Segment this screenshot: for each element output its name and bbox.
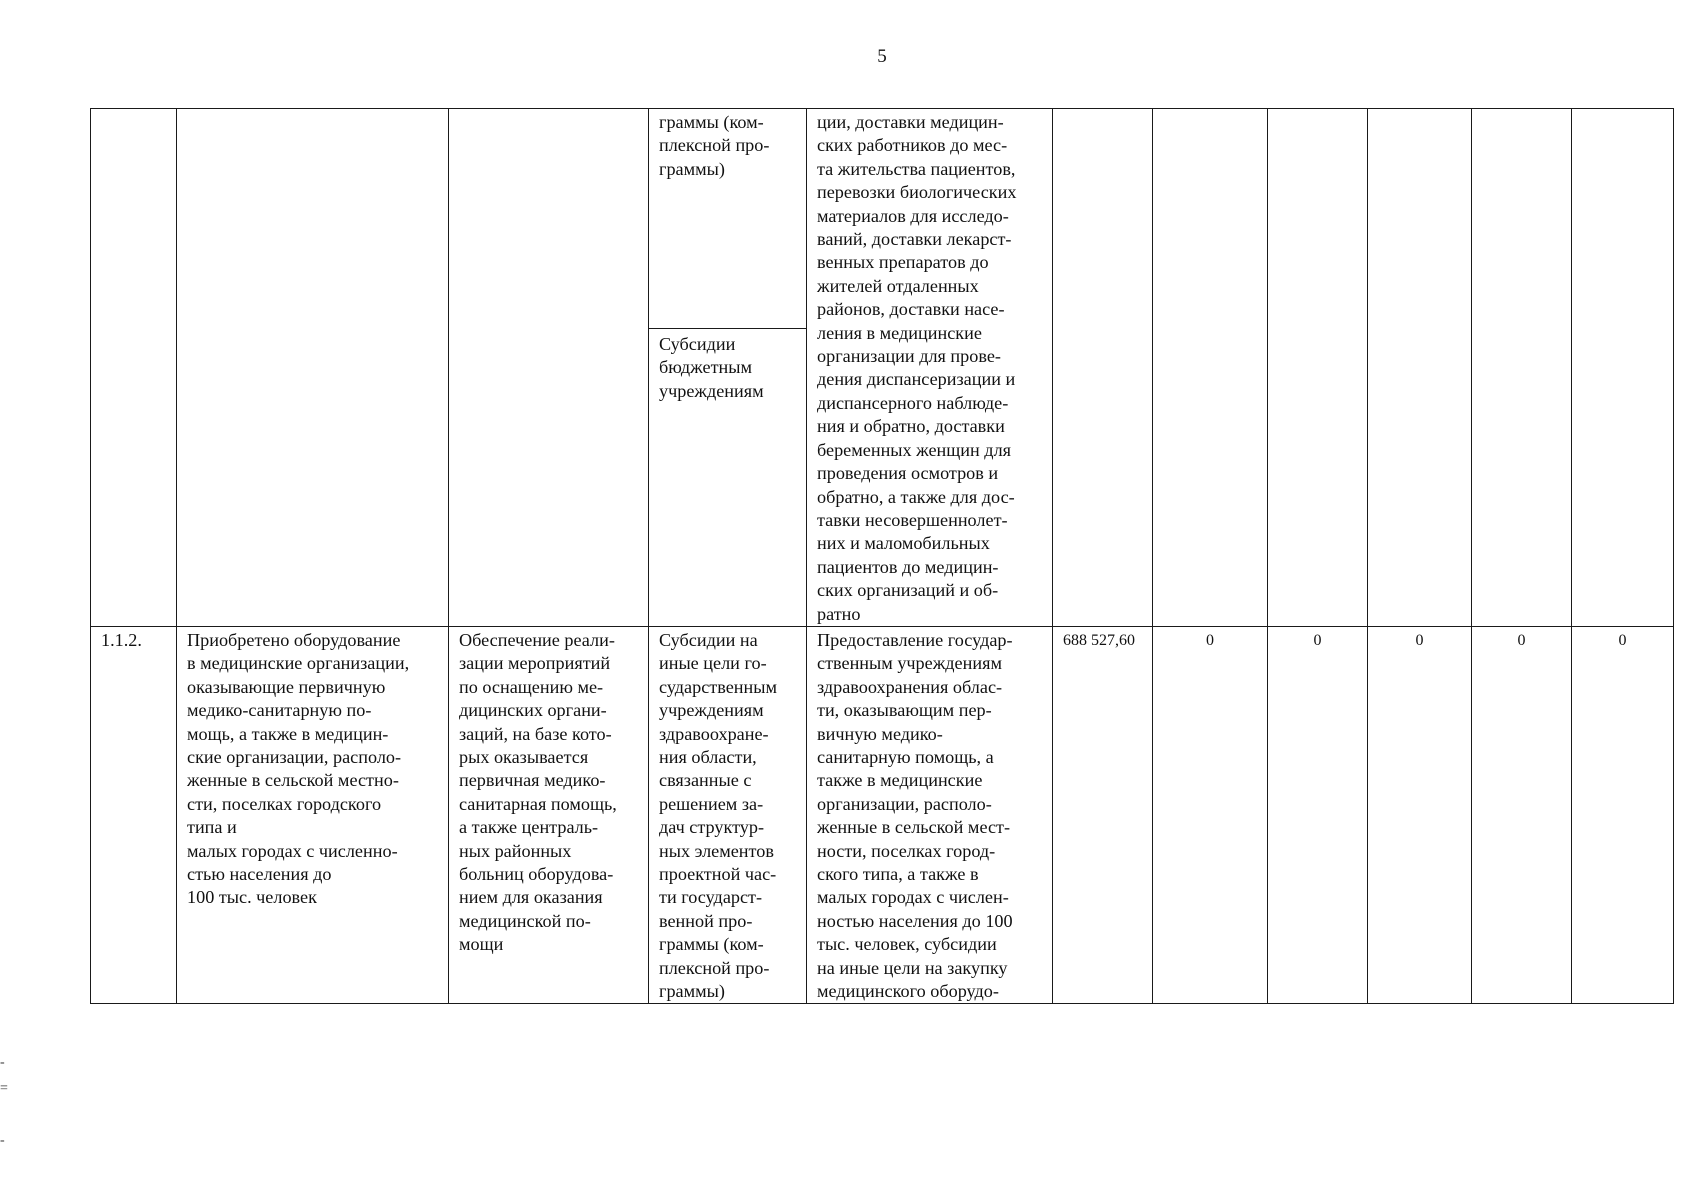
- value-cell: [1572, 109, 1674, 627]
- value-cell: [1153, 109, 1268, 627]
- funding-type-continued: граммы (ком- плексной про- граммы): [649, 109, 806, 329]
- result-cell: Приобретено оборудование в медицинские организации, оказывающие первичную медико-санитарную по- мощь, а также в медицин- ские организации, располо- женные в сельской местно- сти, поселках городского типа и малых городах с численно- стью населения до 100 тыс. человек: [177, 626, 449, 1004]
- value-cell: 0: [1368, 626, 1472, 1004]
- description-cell: ции, доставки медицин- ских работников до мес- та жительства пациентов, перевозки биологических материалов для исследо- ваний, доставки лекарст- венных препаратов до жителей отдаленных районов, доставки насе- ления в медицинские организации для прове- дения диспансеризации и диспансерного наблюде- ния и обратно, доставки беременных женщин для проведения осмотров и обратно, а также для дос- тавки несовершеннолет- них и маломобильных пациентов до медицин- ских организаций и об- ратно: [807, 109, 1053, 627]
- measure-cell: [449, 109, 649, 627]
- table-row: [91, 109, 1674, 627]
- funding-type-cell: [649, 109, 807, 627]
- value-cell: 0: [1268, 626, 1368, 1004]
- page-number: 5: [877, 46, 887, 67]
- table-row: [91, 626, 1674, 1004]
- amount-cell: 688 527,60: [1053, 626, 1153, 1004]
- result-cell: [177, 109, 449, 627]
- measure-cell: Обеспечение реали- зации мероприятий по оснащению ме- дицинских органи- заций, на базе кото- рых оказывается первичная медико- санитарная помощь, а также централь- ных районных больниц оборудова- нием для оказания медицинской по- мощи: [449, 626, 649, 1004]
- amount-cell: [1053, 109, 1153, 627]
- funding-type-budget-institutions: Субсидии бюджетным учреждениям: [659, 334, 764, 401]
- value-cell: 0: [1153, 626, 1268, 1004]
- value-cell: 0: [1472, 626, 1572, 1004]
- funding-type-cell: Субсидии на иные цели го- сударственным учреждениям здравоохране- ния области, связанные с решением за- дач структур- ных элементов проектной час- ти государст- венной про- граммы (ком- плексной про- граммы): [649, 626, 807, 1004]
- row-number-cell: [91, 109, 177, 627]
- row-number-cell: 1.1.2.: [91, 626, 177, 1004]
- value-cell: [1268, 109, 1368, 627]
- program-table: [90, 108, 1674, 1004]
- value-cell: [1472, 109, 1572, 627]
- description-cell: Предоставление государ- ственным учреждениям здравоохранения облас- ти, оказывающим пер- вичную медико- санитарную помощь, а также в медицинские организации, располо- женные в сельской мест- ности, поселках город- ского типа, а также в малых городах с числен- ностью населения до 100 тыс. человек, субсидии на иные цели на закупку медицинского оборудо-: [807, 626, 1053, 1004]
- margin-marks: - = -: [0, 1055, 8, 1148]
- value-cell: 0: [1572, 626, 1674, 1004]
- value-cell: [1368, 109, 1472, 627]
